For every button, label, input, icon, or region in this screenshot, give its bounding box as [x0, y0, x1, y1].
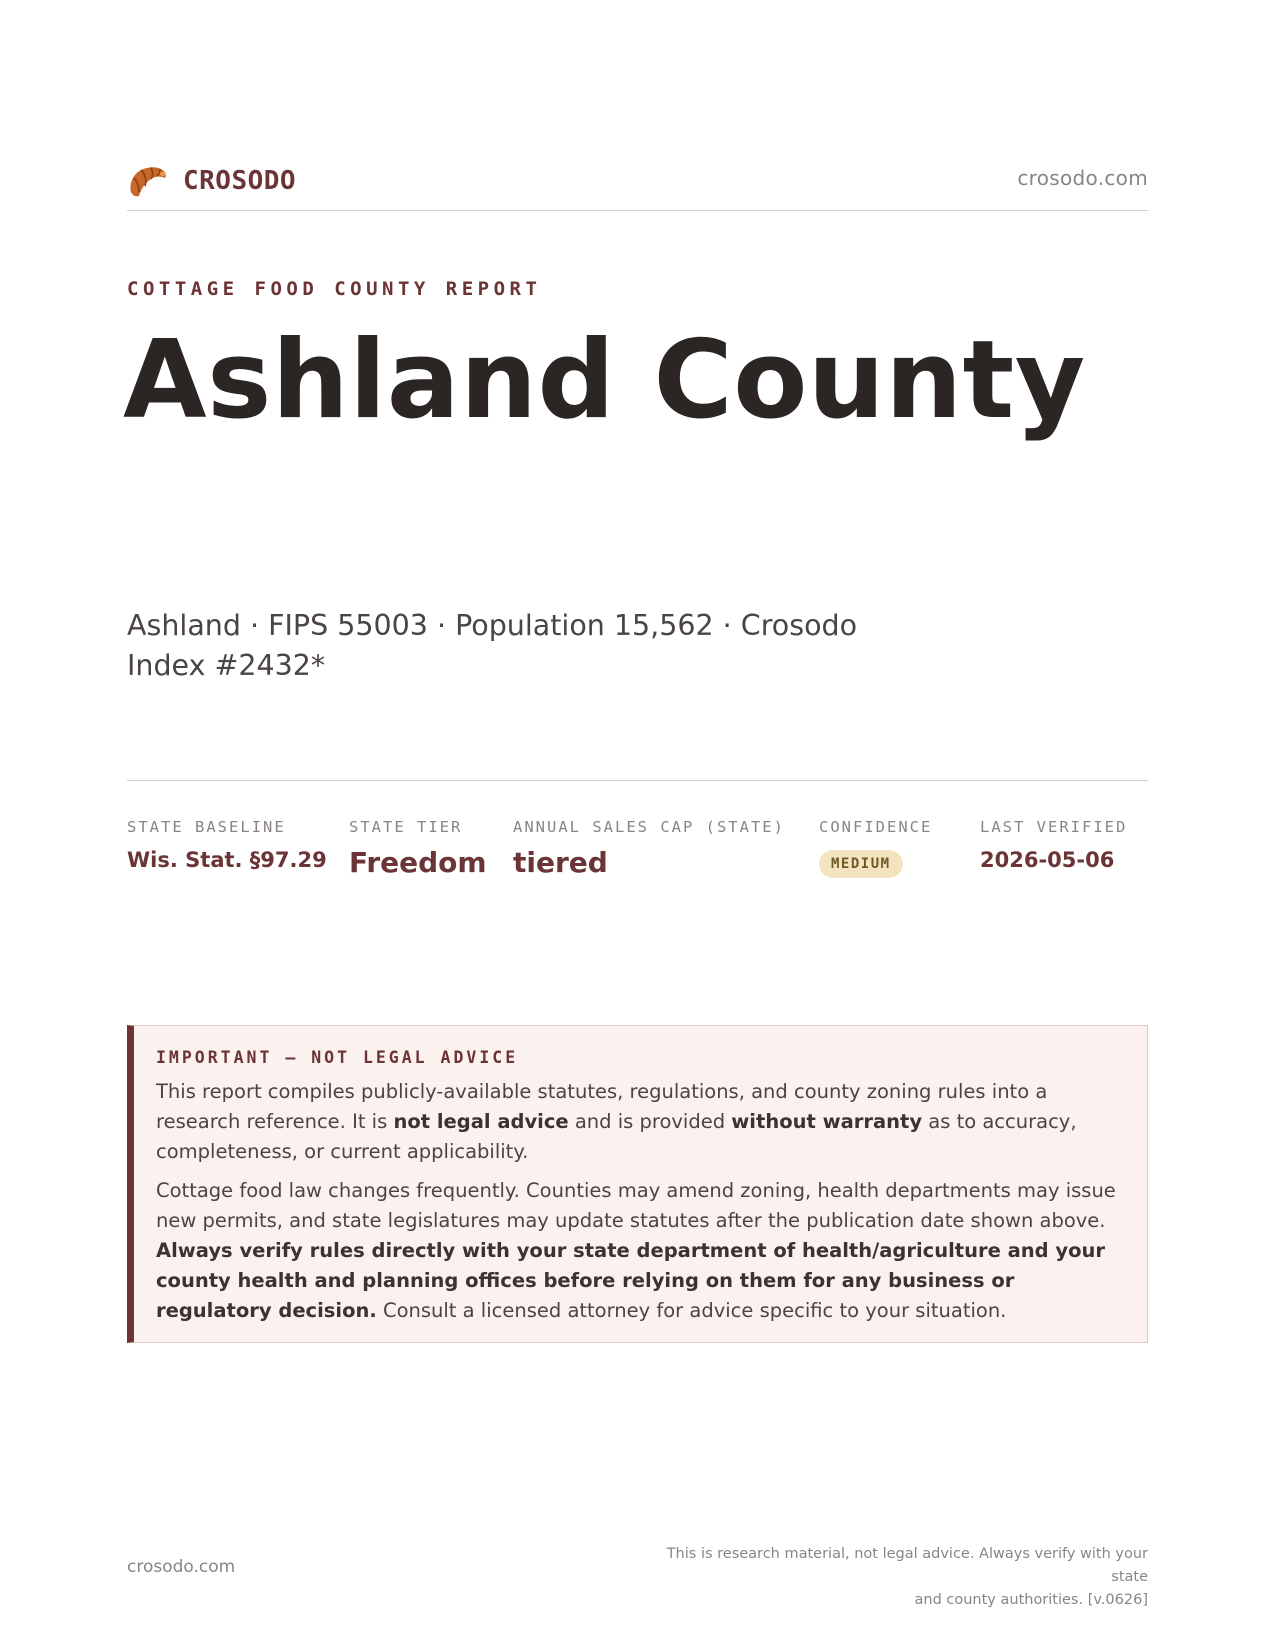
footer-site-url[interactable]: crosodo.com — [127, 1557, 236, 1577]
footer-disclaimer-line: This is research material, not legal advice. Always verify with your state — [666, 1546, 1148, 1585]
stat-last-verified — [980, 818, 1127, 872]
report-page — [123, 0, 1148, 1650]
notice-paragraph-2 — [156, 1176, 1121, 1326]
legal-notice — [127, 1025, 1148, 1343]
stat-value: tiered — [513, 846, 608, 879]
stat-label: STATE BASELINE — [127, 818, 286, 836]
footer-disclaimer-line: and county authorities. [v.0626] — [914, 1592, 1148, 1608]
page-title: Ashland County — [123, 318, 1086, 443]
croissant-icon — [127, 162, 169, 200]
notice-emphasis: without warranty — [731, 1110, 923, 1133]
notice-paragraph-1 — [156, 1077, 1121, 1167]
notice-emphasis: not legal advice — [393, 1110, 569, 1133]
notice-text: as to accuracy, completeness, or current applicability. — [156, 1110, 1077, 1163]
stat-confidence — [819, 818, 932, 878]
stat-label: CONFIDENCE — [819, 818, 933, 836]
stat-state-baseline — [127, 818, 327, 872]
report-eyebrow: COTTAGE FOOD COUNTY REPORT — [127, 278, 542, 300]
notice-text: This report compiles publicly-available statutes, regulations, and county zoning rules into a research reference. It is — [156, 1080, 1048, 1133]
site-url[interactable]: crosodo.com — [1017, 166, 1148, 190]
stat-label: ANNUAL SALES CAP (STATE) — [513, 818, 785, 836]
stat-value: Wis. Stat. §97.29 — [127, 848, 327, 872]
notice-text: Cottage food law changes frequently. Counties may amend zoning, health departments may issue new permits, and state legislatures may update statutes after the publication date shown above. — [156, 1179, 1116, 1232]
stat-label: STATE TIER — [349, 818, 463, 836]
county-subtitle: Ashland · FIPS 55003 · Population 15,562 · Crosodo Index #2432* — [127, 609, 858, 682]
notice-emphasis: Always verify rules directly with your state department of health/agriculture and your county health and planning offices before relying on them for any business or regulatory decision. — [156, 1239, 1106, 1322]
stat-annual-sales-cap — [513, 818, 785, 879]
notice-heading: IMPORTANT — NOT LEGAL ADVICE — [156, 1048, 519, 1067]
stat-label: LAST VERIFIED — [980, 818, 1128, 836]
notice-text: Consult a licensed attorney for advice specific to your situation. — [376, 1299, 1007, 1322]
notice-text: and is provided — [568, 1110, 732, 1133]
stat-state-tier — [349, 818, 487, 879]
stat-value: 2026-05-06 — [980, 848, 1115, 872]
confidence-badge: MEDIUM — [819, 850, 903, 878]
brand-name: CROSODO — [183, 166, 297, 196]
footer-disclaimer — [628, 1543, 1148, 1612]
stat-value: Freedom — [349, 846, 487, 879]
stats-divider — [127, 780, 1148, 781]
brand — [127, 162, 296, 200]
page-header — [127, 152, 1148, 211]
